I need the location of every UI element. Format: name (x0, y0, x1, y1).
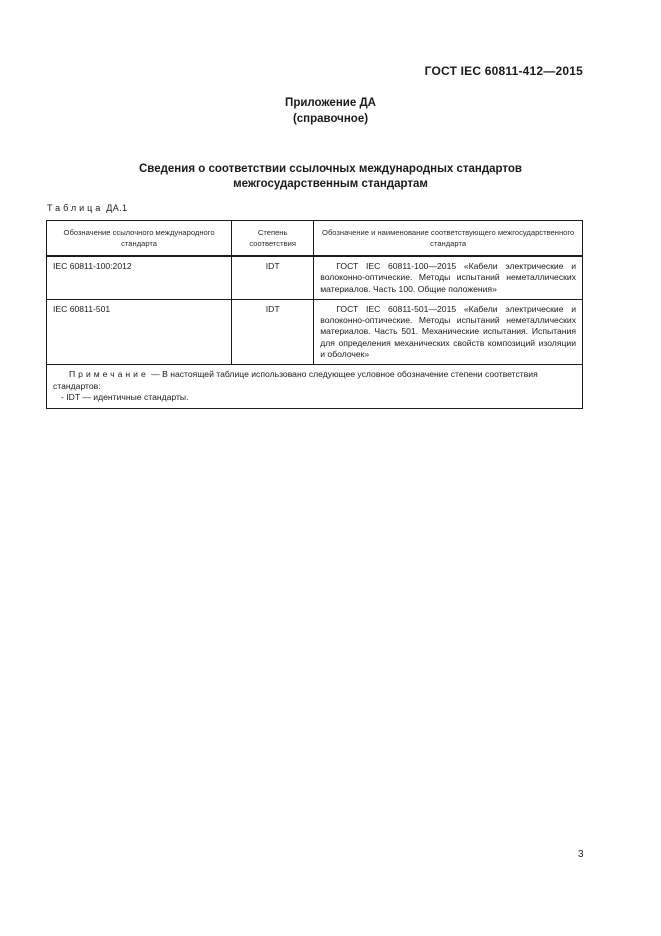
note-label: Примечание (69, 369, 149, 380)
cell-national-text: ГОСТ IEC 60811-100—2015 «Кабели электрические и волоконно-оптические. Методы испытаний неметаллических материалов. Часть 100. Общие положения» (320, 261, 576, 294)
page-number: 3 (578, 849, 584, 860)
table-row (47, 299, 583, 364)
document-designation: ГОСТ IEC 60811-412—2015 (424, 64, 583, 78)
appendix-subtitle: (справочное) (292, 113, 369, 125)
table-caption-label: Таблица (47, 203, 104, 213)
cell-reference: IEC 60811-100:2012 (47, 256, 232, 299)
table-row (47, 256, 583, 299)
note-item: - IDT — идентичные стандарты. (61, 392, 189, 403)
table-note (47, 365, 583, 409)
cell-national (314, 256, 583, 299)
column-header-reference: Обозначение ссылочного международного стандарта (47, 221, 232, 257)
section-title-line-2: межгосударственным стандартам (233, 178, 428, 190)
section-title-line-1: Сведения о соответствии ссылочных международных стандартов (138, 163, 522, 175)
cell-national (314, 299, 583, 364)
cell-degree: IDT (232, 256, 314, 299)
column-header-national: Обозначение и наименование соответствующего межгосударственного стандарта (314, 221, 583, 257)
column-header-degree: Степень соответствия (232, 221, 314, 257)
cell-degree: IDT (232, 299, 314, 364)
correspondence-table (46, 220, 583, 409)
table-header-row (47, 221, 583, 257)
cell-reference: IEC 60811-501 (47, 299, 232, 364)
table-caption (47, 203, 127, 213)
appendix-heading (0, 95, 661, 127)
cell-national-text: ГОСТ IEC 60811-501—2015 «Кабели электрические и волоконно-оптические. Методы испытаний неметаллических материалов. Часть 501. Механические испытания. Испытания для определения механических свойств композиций изоляции и оболочек» (320, 303, 576, 360)
appendix-title: Приложение ДА (285, 97, 376, 109)
section-title (0, 162, 661, 192)
table-note-row (47, 365, 583, 409)
note-text: — В настоящей таблице использовано следующее условное обозначение степени соответствия стандартов: (53, 369, 538, 391)
table-caption-number: ДА.1 (106, 203, 128, 213)
